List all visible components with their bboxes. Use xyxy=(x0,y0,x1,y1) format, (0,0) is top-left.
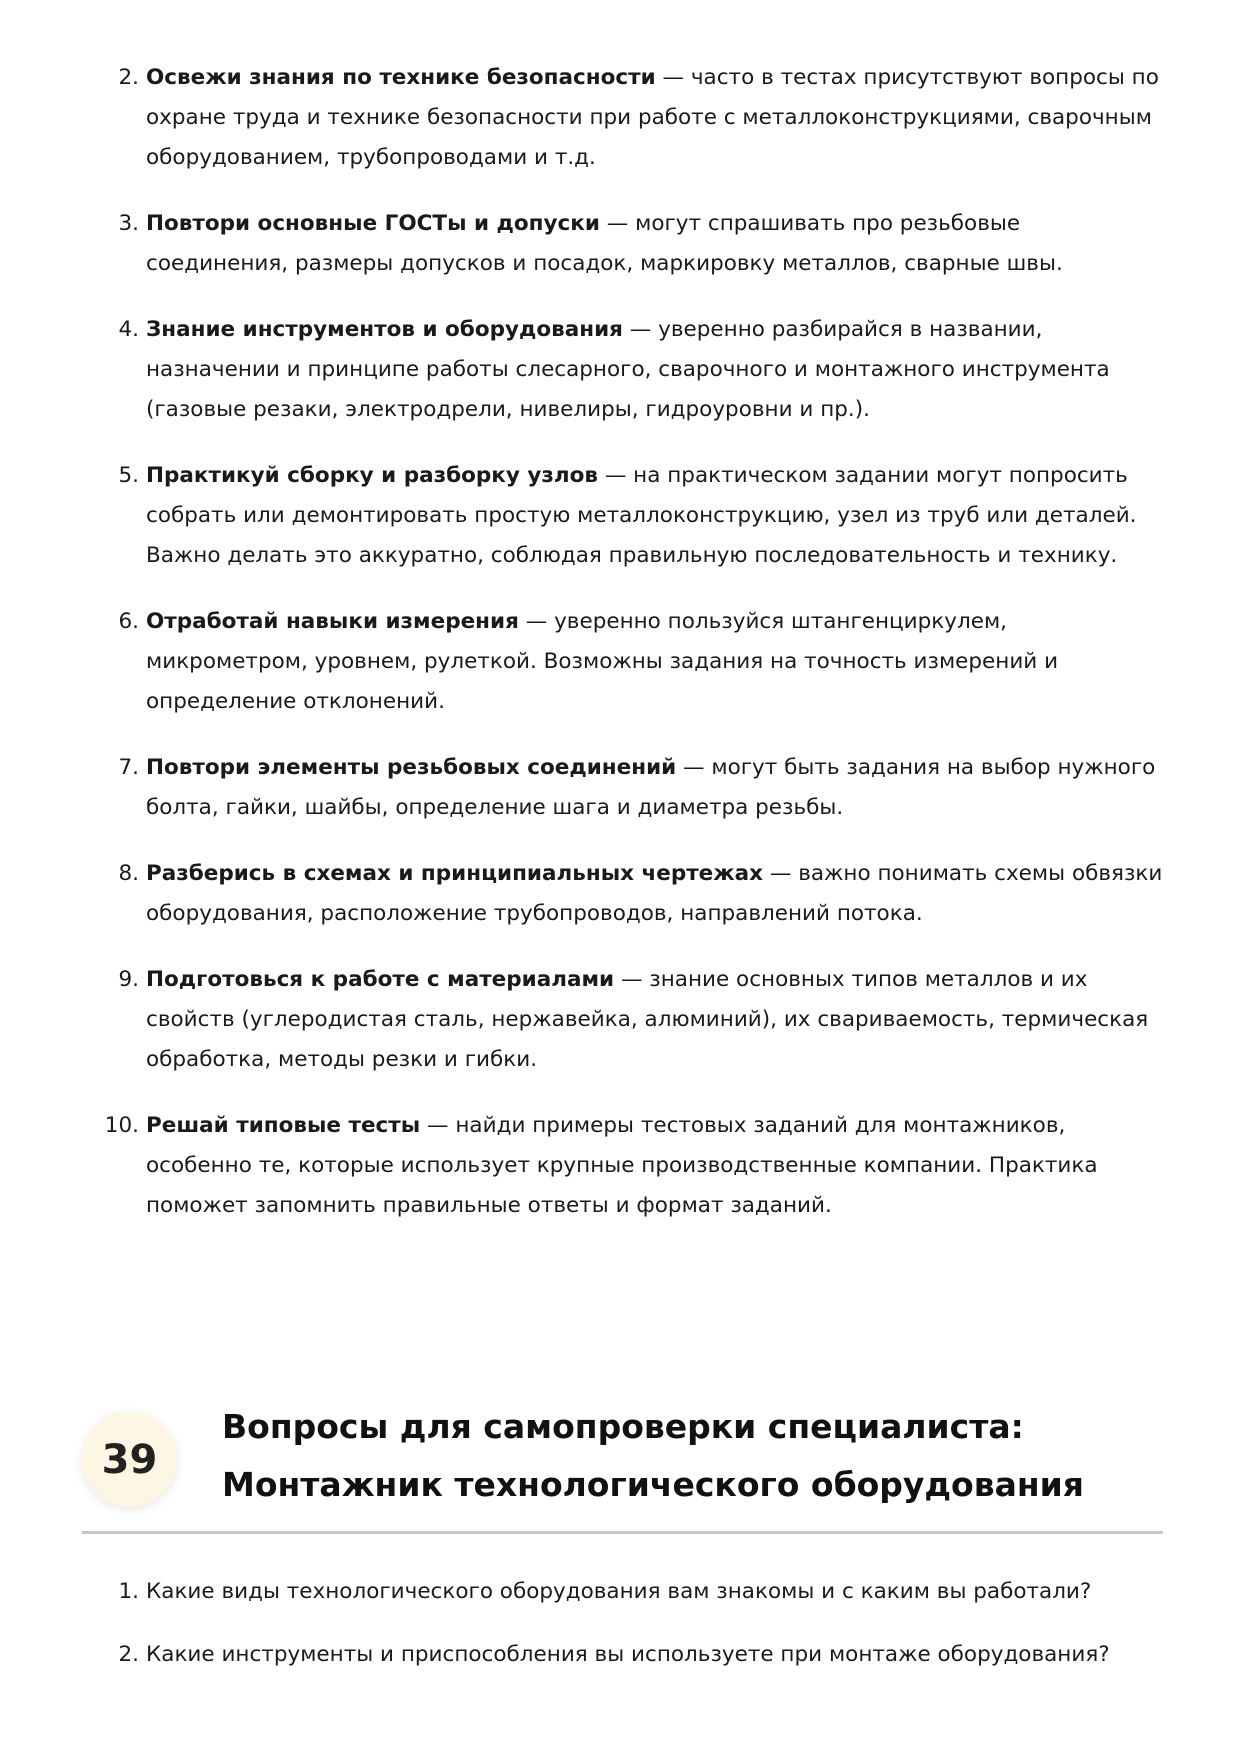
section-title xyxy=(222,1398,1152,1514)
section-title-line-1: Вопросы для самопроверки специалиста: xyxy=(222,1407,1024,1446)
question-number: 2. xyxy=(118,1642,139,1667)
question-text: Какие виды технологического оборудования вам знакомы и с каким вы работали? xyxy=(146,1579,1092,1604)
list-item-title: Отработай навыки измерения xyxy=(146,609,519,634)
list-item xyxy=(96,456,1166,576)
list-item-number: 7. xyxy=(118,755,139,780)
list-item-number: 4. xyxy=(118,317,139,342)
section-number-badge: 39 xyxy=(82,1412,177,1507)
list-item-text: — уверенно разбирайся в названии, назначении и принципе работы слесарного, сварочного и монтажного инструмента (газовые резаки, электродрели, нивелиры, гидроуровни и пр.). xyxy=(146,317,1110,422)
list-item-text: — на практическом задании могут попросить собрать или демонтировать простую металлоконструкцию, узел из труб или деталей. Важно делать это аккуратно, соблюдая правильную последовательность и технику. xyxy=(146,463,1137,568)
list-item-title: Повтори основные ГОСТы и допуски xyxy=(146,211,600,236)
section-title-line-2: Монтажник технологического оборудования xyxy=(222,1465,1084,1504)
question-item xyxy=(96,1572,1166,1612)
list-item-text: — важно понимать схемы обвязки оборудования, расположение трубопроводов, направлений потока. xyxy=(146,861,1163,926)
list-item-number: 5. xyxy=(118,463,139,488)
questions-list xyxy=(96,1572,1166,1698)
question-text: Какие инструменты и приспособления вы используете при монтаже оборудования? xyxy=(146,1642,1110,1667)
list-item xyxy=(96,854,1166,934)
list-item xyxy=(96,960,1166,1080)
section-divider xyxy=(82,1531,1163,1534)
list-item-number: 2. xyxy=(118,65,139,90)
list-item-text: — часто в тестах присутствуют вопросы по охране труда и технике безопасности при работе с металлоконструкциями, сварочным оборудованием, трубопроводами и т.д. xyxy=(146,65,1159,170)
list-item-text: — уверенно пользуйся штангенциркулем, микрометром, уровнем, рулеткой. Возможны задания на точность измерений и определение отклонений. xyxy=(146,609,1059,714)
list-item xyxy=(96,310,1166,430)
list-item xyxy=(96,58,1166,178)
list-item-text: — могут быть задания на выбор нужного болта, гайки, шайбы, определение шага и диаметра резьбы. xyxy=(146,755,1156,820)
list-item-title: Подготовься к работе с материалами xyxy=(146,967,615,992)
list-item-number: 10. xyxy=(104,1113,139,1138)
list-item-title: Освежи знания по технике безопасности xyxy=(146,65,656,90)
list-item xyxy=(96,602,1166,722)
list-item-number: 3. xyxy=(118,211,139,236)
list-item xyxy=(96,748,1166,828)
list-item-title: Практикуй сборку и разборку узлов xyxy=(146,463,599,488)
list-item-title: Повтори элементы резьбовых соединений xyxy=(146,755,677,780)
list-item-number: 9. xyxy=(118,967,139,992)
list-item xyxy=(96,1106,1166,1226)
tips-list xyxy=(96,58,1166,1252)
list-item-number: 6. xyxy=(118,609,139,634)
list-item xyxy=(96,204,1166,284)
section-header xyxy=(82,1398,1164,1530)
list-item-text: — знание основных типов металлов и их свойств (углеродистая сталь, нержавейка, алюминий), их свариваемость, термическая обработка, методы резки и гибки. xyxy=(146,967,1149,1072)
list-item-text: — могут спрашивать про резьбовые соединения, размеры допусков и посадок, маркировку металлов, сварные швы. xyxy=(146,211,1063,276)
list-item-number: 8. xyxy=(118,861,139,886)
question-item xyxy=(96,1635,1166,1675)
list-item-text: — найди примеры тестовых заданий для монтажников, особенно те, которые использует крупные производственные компании. Практика поможет запомнить правильные ответы и формат заданий. xyxy=(146,1113,1098,1218)
list-item-title: Решай типовые тесты xyxy=(146,1113,421,1138)
list-item-title: Знание инструментов и оборудования xyxy=(146,317,623,342)
question-number: 1. xyxy=(118,1579,139,1604)
list-item-title: Разберись в схемах и принципиальных чертежах xyxy=(146,861,764,886)
